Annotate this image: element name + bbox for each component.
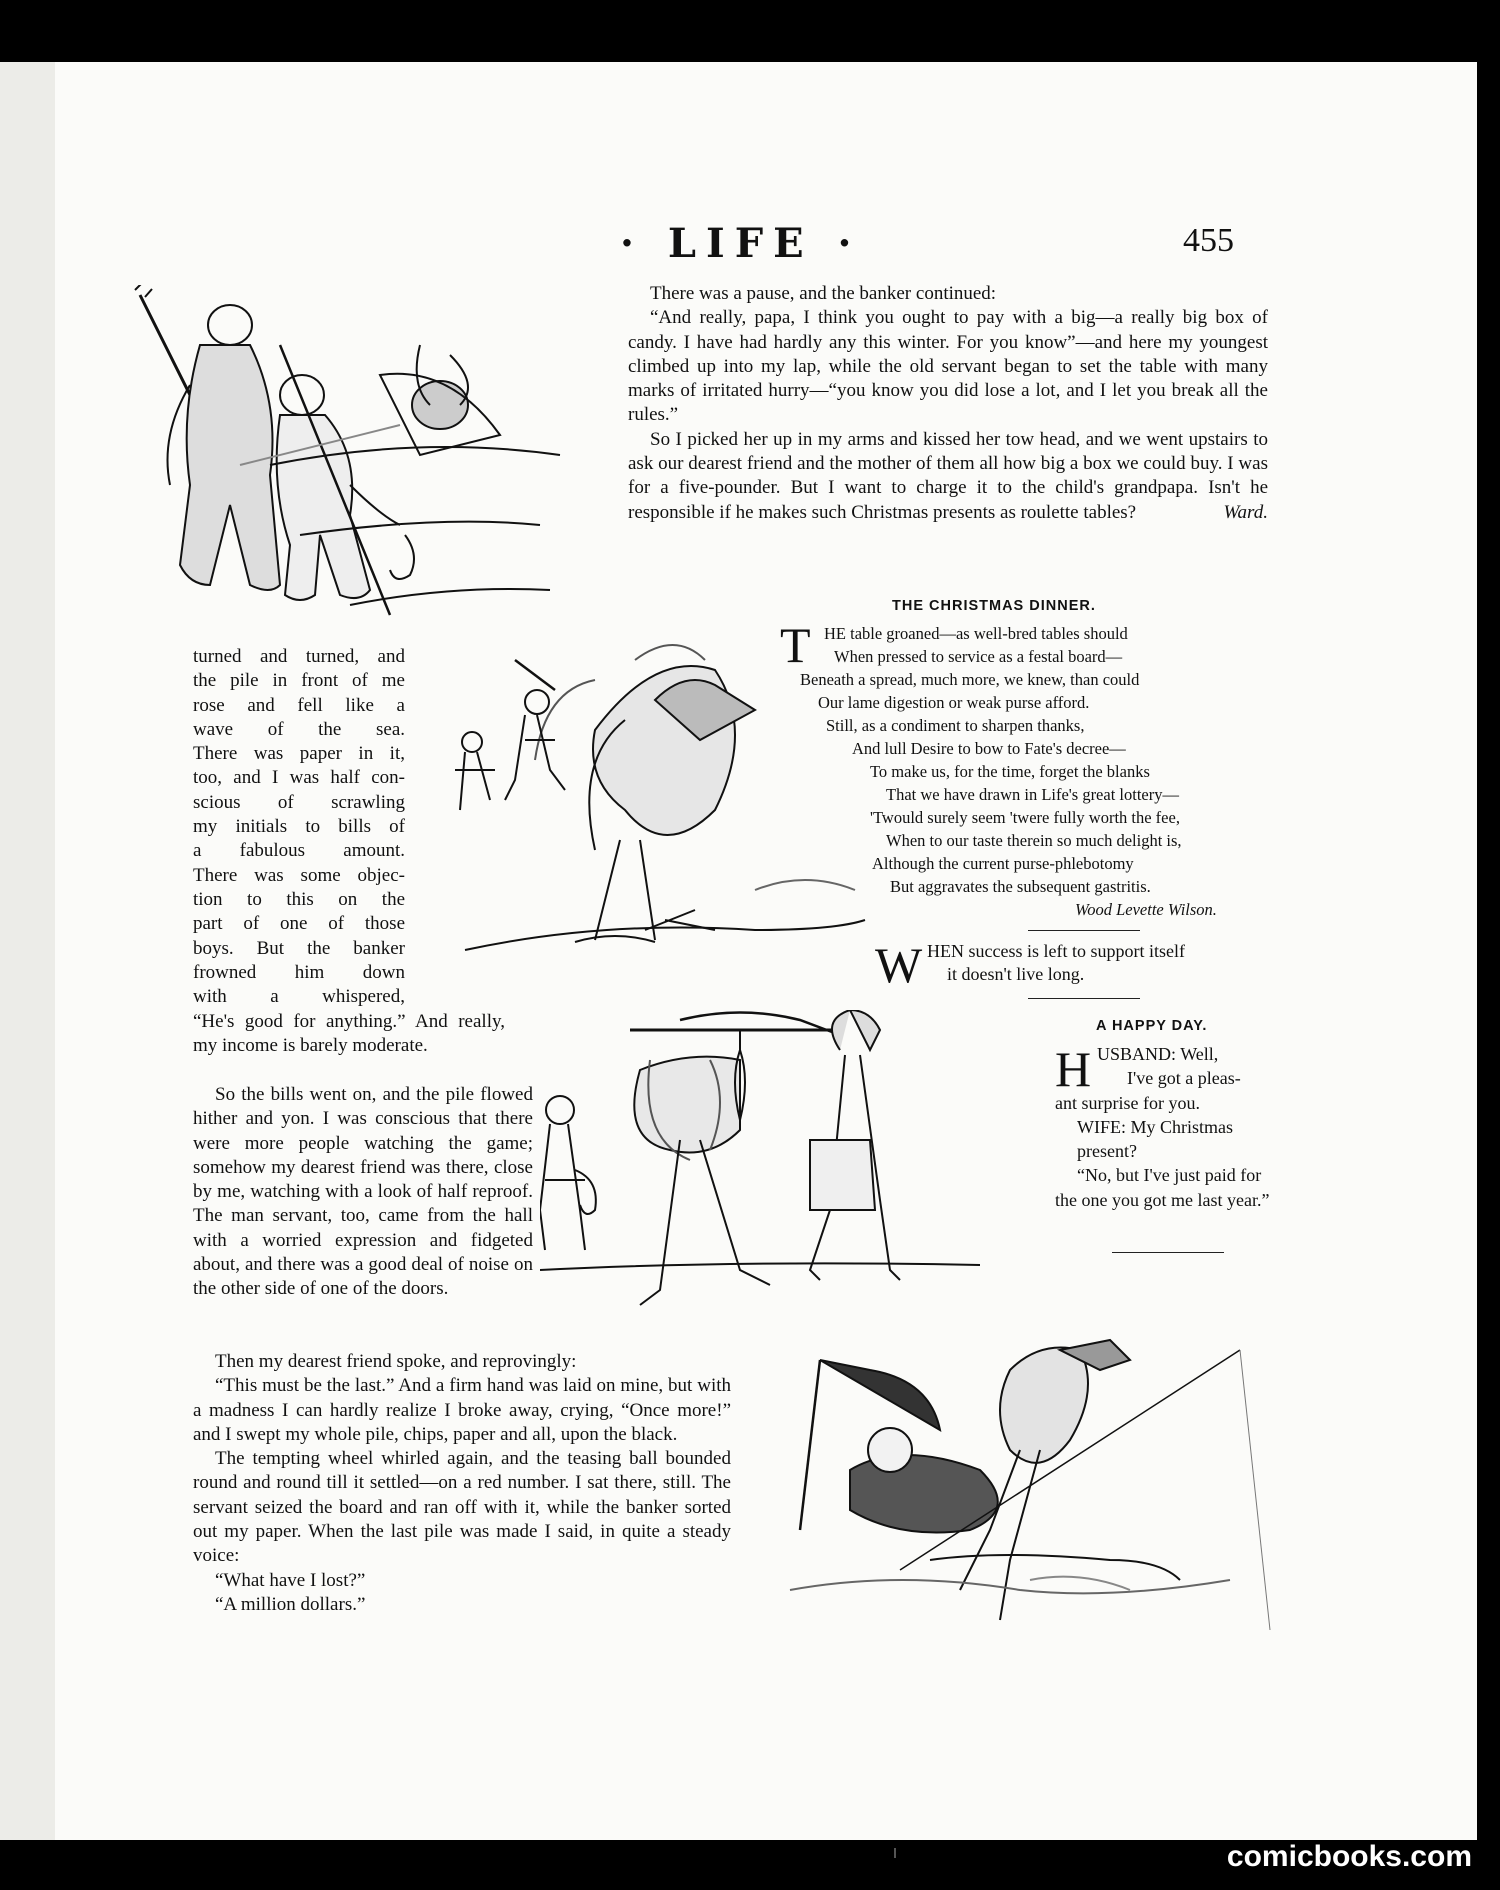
- epigram: [875, 937, 1275, 993]
- watermark: comicbooks.com: [1226, 1840, 1472, 1873]
- story-line: scious of scrawling: [193, 791, 405, 813]
- story-line: tion to this on the: [193, 888, 405, 910]
- story-line: the pile in front of me: [193, 670, 405, 692]
- happy-day-line: : My Christmas present?: [1077, 1116, 1234, 1162]
- poem-dropcap: T: [780, 617, 811, 673]
- happy-day-line: I've got a pleas-: [1127, 1068, 1241, 1089]
- story-line: frowned him down: [193, 961, 405, 983]
- previous-page-edge: [0, 62, 59, 1840]
- happy-day-dropcap: H: [1055, 1041, 1092, 1097]
- story-paragraph: “This must be the last.” And a firm hand was laid on mine, but with a madness I can hardly realize I broke away, crying, “Once more!” and I swept my whole pile, chips, paper and all, upon the black.: [193, 1375, 731, 1445]
- poem-line: Beneath a spread, much more, we knew, than could: [800, 670, 1140, 689]
- story-signature: Ward.: [1223, 501, 1268, 523]
- story-left-mid: [193, 1010, 505, 1059]
- divider: [1028, 998, 1140, 999]
- poem-line: 'Twould surely seem 'twere fully worth the fee,: [870, 808, 1180, 827]
- story-line: There was some objec-: [193, 864, 405, 886]
- story-left-wrapped: [193, 1083, 533, 1302]
- poem-author: Wood Levette Wilson.: [1075, 900, 1217, 919]
- story-paragraph: So I picked her up in my arms and kissed her tow head, and we went upstairs to ask our dearest friend and the mother of them all how big a box we could buy. I was for a five-pounder. But I want to charge it to the child's grandpapa. Isn't he responsible if he makes such Christmas presents as roulette tables?: [628, 428, 1268, 523]
- story-paragraph: “A million dollars.”: [215, 1593, 366, 1615]
- happy-day-body: [1055, 1042, 1280, 1212]
- divider: [1028, 930, 1140, 931]
- story-line: too, and I was half con-: [193, 767, 405, 789]
- story-line: my initials to bills of: [193, 816, 405, 838]
- epigram-line: HEN success is left to support itself: [927, 941, 1185, 961]
- story-line: There was paper in it,: [193, 743, 405, 765]
- page-number: 455: [1183, 222, 1234, 259]
- epigram-dropcap: W: [875, 937, 923, 993]
- story-continuation-top: [628, 282, 1268, 525]
- story-line: rose and fell like a: [193, 694, 405, 716]
- page-mark: [894, 1848, 896, 1858]
- illustration-stork-fishing: [780, 1330, 1280, 1640]
- story-line: with a whispered,: [193, 986, 405, 1008]
- masthead-title: · LIFE ·: [620, 220, 862, 267]
- happy-day-title: A HAPPY DAY.: [1096, 1018, 1208, 1034]
- poem-line: When pressed to service as a festal board—: [834, 647, 1123, 666]
- poem-body: [768, 617, 1278, 921]
- story-paragraph: “What have I lost?”: [215, 1569, 366, 1591]
- epigram-line: it doesn't live long.: [947, 964, 1085, 984]
- story-line: a fabulous amount.: [193, 840, 405, 862]
- poem-line: Still, as a condiment to sharpen thanks,: [826, 716, 1085, 735]
- poem-title: THE CHRISTMAS DINNER.: [892, 598, 1096, 614]
- happy-day-answer: “No, but I've just paid for the one you got me last year.”: [1055, 1165, 1270, 1210]
- story-line: turned and turned, and: [193, 646, 405, 667]
- story-line: boys. But the banker: [193, 937, 405, 959]
- poem-line: HE table groaned—as well-bred tables should: [824, 624, 1128, 643]
- story-paragraph: Then my dearest friend spoke, and reprovingly:: [215, 1351, 577, 1372]
- story-paragraph: “He's good for anything.” And really, my income is barely moderate.: [193, 1011, 505, 1057]
- story-left-narrow: [193, 645, 405, 1009]
- happy-day-line: USBAND: Well,: [1097, 1044, 1219, 1064]
- illustration-boys-hunting: [120, 285, 580, 625]
- poem-line: Our lame digestion or weak purse afford.: [818, 693, 1090, 712]
- happy-day-line: ant surprise for you.: [1055, 1092, 1200, 1113]
- happy-day-speaker: WIFE: [1077, 1116, 1121, 1137]
- story-paragraph: “And really, papa, I think you ought to pay with a big—a really big box of candy. I have had hardly any this winter. For you know”—and here my youngest climbed up into my lap, while the old servant began to set the table with many marks of irritated hurry—“you know you did lose a lot, and I let you break all the rules.”: [628, 307, 1268, 426]
- story-line: wave of the sea.: [193, 718, 405, 740]
- poem-line: But aggravates the subsequent gastritis.: [890, 877, 1151, 896]
- poem-line: To make us, for the time, forget the blanks: [870, 762, 1150, 781]
- divider: [1112, 1252, 1224, 1253]
- story-paragraph: The tempting wheel whirled again, and the teasing ball bounded round and round till it settled—on a red number. I sat there, still. The servant seized the board and ran off with it, while the banker sorted out my paper. When the last pile was made I said, in quite a steady voice:: [193, 1448, 731, 1567]
- poem-line: And lull Desire to bow to Fate's decree—: [852, 739, 1126, 758]
- poem-line: When to our taste therein so much delight is,: [886, 831, 1182, 850]
- story-paragraph: So the bills went on, and the pile flowed hither and yon. I was conscious that there were more people watching the game; somehow my dearest friend was there, close by me, watching with a look of half reproof. The man servant, too, came from the hall with a worried expression and fidgeted about, and there was a good deal of noise on the other side of one of the doors.: [193, 1084, 533, 1300]
- poem-line: Although the current purse-phlebotomy: [872, 854, 1134, 873]
- illustration-stork-carried: [540, 1010, 1030, 1315]
- story-left-bottom: [193, 1350, 731, 1617]
- poem-line: That we have drawn in Life's great lottery—: [886, 785, 1179, 804]
- story-line: part of one of those: [193, 913, 405, 935]
- story-paragraph: There was a pause, and the banker continued:: [650, 283, 997, 304]
